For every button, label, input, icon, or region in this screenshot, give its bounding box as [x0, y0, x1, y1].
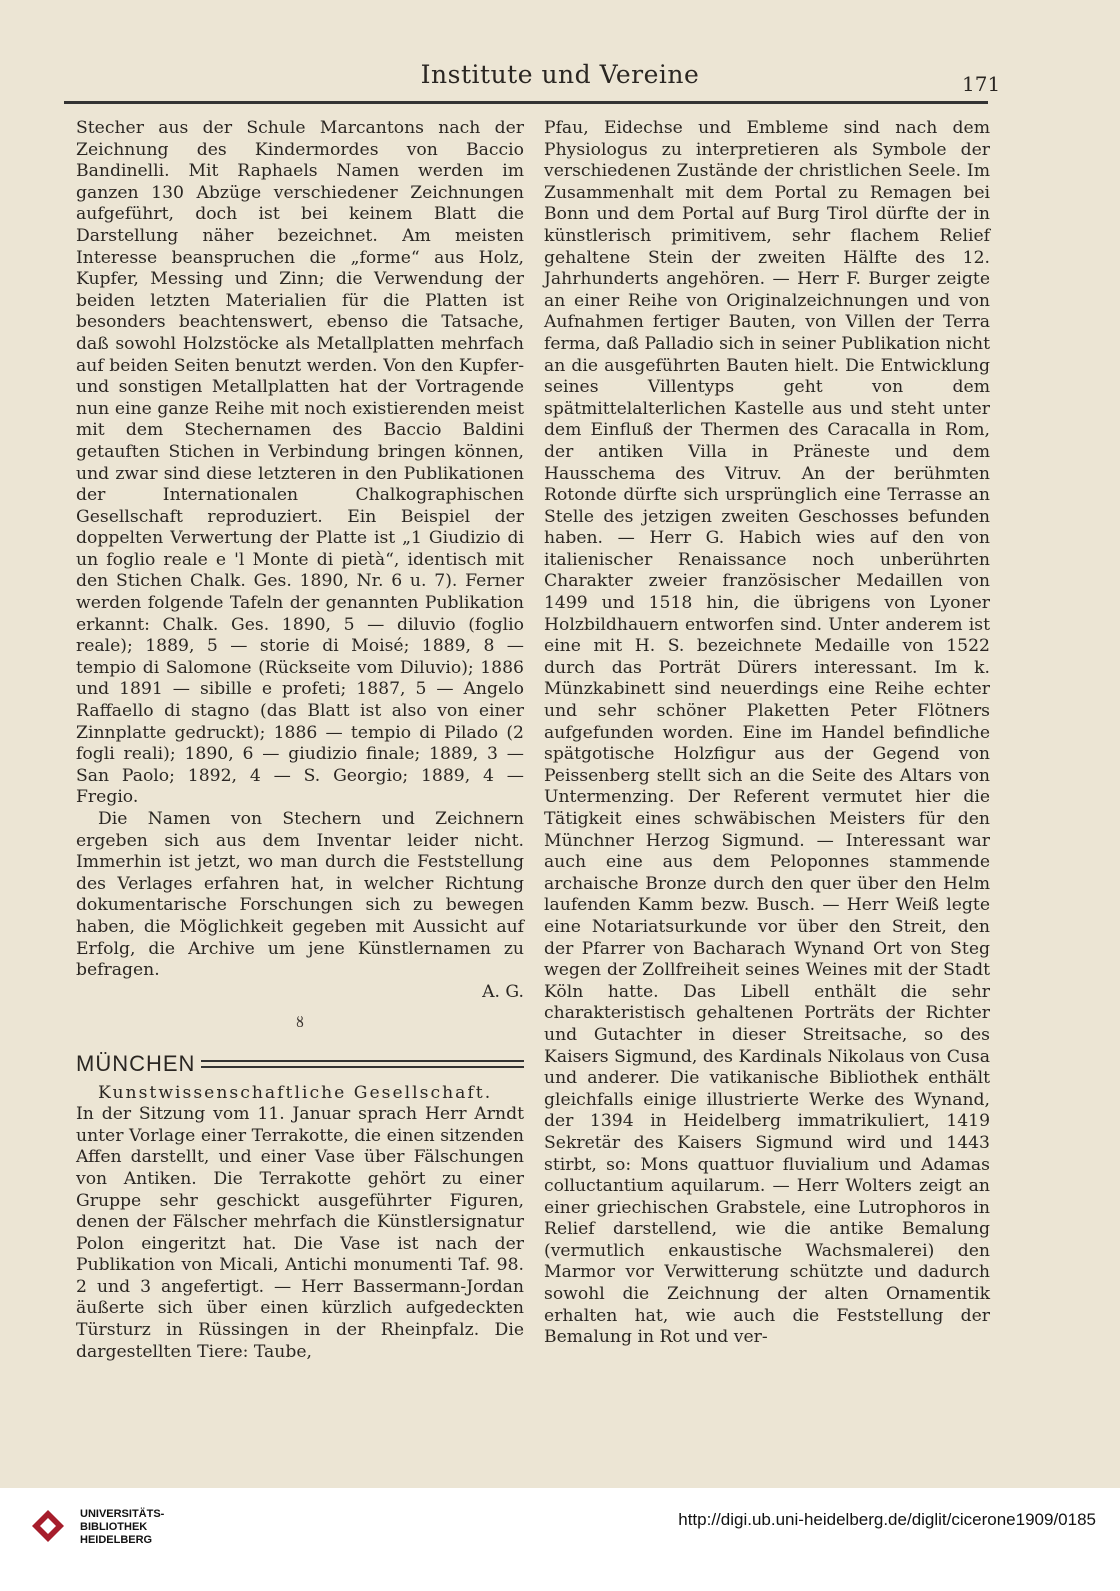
library-name-line-3: HEIDELBERG [80, 1534, 153, 1546]
library-logo-icon [28, 1506, 68, 1546]
library-name-line-1: UNIVERSITÄTS- [80, 1508, 165, 1520]
library-name-line-2: BIBLIOTHEK [80, 1521, 148, 1533]
page-number: 171 [962, 72, 1001, 96]
running-title: Institute und Vereine [420, 60, 700, 89]
left-paragraph-1: Stecher aus der Schule Marcantons nach der Zeichnung des Kindermordes von Baccio Bandinelli. Mit Raphaels Namen werden im ganzen 130 Abzüge verschiedener Zeichnungen aufgeführt, doch ist bei keinem Blatt die Darstellung näher bezeichnet. Am meisten Interesse beanspruchen die „forme“ aus Holz, Kupfer, Messing und Zinn; die Verwendung der beiden letzten Materialien für die Platten ist besonders beachtenswert, ebenso die Tatsache, daß sowohl Holzstöcke als Metallplatten mehrfach auf beiden Seiten benutzt werden. Von den Kupfer- und sonstigen Metallplatten hat der Vortragende nun eine ganze Reihe mit noch existierenden meist mit dem Stechernamen des Baccio Baldini getauften Stichen in Verbindung bringen können, und zwar sind diese letzteren in den Publikationen der Internationalen Chalkographischen Gesellschaft reproduziert. Ein Beispiel der doppelten Verwertung der Platte ist „1 Giudizio di un foglio reale e 'l Monte di pietà“, identisch mit den Stichen Chalk. Ges. 1890, Nr. 6 u. 7). Ferner werden folgende Tafeln der genannten Publikation erkannt: Chalk. Ges. 1890, 5 — diluvio (foglio reale); 1889, 5 — storie di Moisé; 1889, 8 — tempio di Salomone (Rückseite vom Diluvio); 1886 und 1891 — sibille e profeti; 1887, 5 — Angelo Raffaello di stagno (das Blatt ist also von einer Zinnplatte gedruckt); 1886 — tempio di Pilado (2 fogli reali); 1890, 6 — giudizio finale; 1889, 3 — San Paolo; 1892, 4 — S. Georgio; 1889, 4 — Fregio. [76, 118, 524, 808]
permalink-url[interactable]: http://digi.ub.uni-heidelberg.de/diglit/cicerone1909/0185 [678, 1510, 1096, 1529]
section-ornament: ȣ [296, 1015, 304, 1032]
section-heading [76, 1050, 524, 1076]
library-name [80, 1508, 164, 1547]
right-column [544, 118, 990, 1349]
author-signature: A. G. [482, 981, 524, 1002]
society-name: Kunstwissenschaftliche Gesellschaft. [98, 1082, 493, 1103]
library-footer [0, 1488, 1120, 1591]
left-paragraph-3: In der Sitzung vom 11. Januar sprach Herr Arndt unter Vorlage einer Terrakotte, die einen sitzenden Affen darstellt, und einer Vase über Fälschungen von Antiken. Die Terrakotte gehört zu einer Gruppe sehr geschickt ausgeführter Figuren, denen der Fälscher mehrfach die Künstlersignatur Polon eingeritzt hat. Die Vase ist nach der Publikation von Micali, Antichi monumenti Taf. 98. 2 und 3 angefertigt. — Herr Bassermann-Jordan äußerte sich über einen kürzlich aufgedeckten Türsturz in Rüssingen in der Rheinpfalz. Die dargestellten Tiere: Taube, [76, 1104, 524, 1362]
header-rule [64, 101, 988, 104]
left-paragraph-2: Die Namen von Stechern und Zeichnern ergeben sich aus dem Inventar leider nicht. Immerhin ist jetzt, wo man durch die Feststellung des Verlages erfahren hat, in welcher Richtung dokumentarische Forschungen sich zu bewegen haben, die Möglichkeit gegeben mit Aussicht auf Erfolg, die Archive um jene Künstlernamen zu befragen. [76, 809, 524, 981]
right-paragraph-1: Pfau, Eidechse und Embleme sind nach dem Physiologus zu interpretieren als Symbole der verschiedenen Zustände der christlichen Seele. Im Zusammenhalt mit dem Portal zu Remagen bei Bonn und dem Portal auf Burg Tirol dürfte der in künstlerisch primitivem, sehr flachem Relief gehaltene Stein der zweiten Hälfte des 12. Jahrhunderts angehören. — Herr F. Burger zeigte an einer Reihe von Originalzeichnungen und von Aufnahmen fertiger Bauten, von Villen der Terra ferma, daß Palladio sich in seiner Publikation nicht an die ausgeführten Bauten hielt. Die Entwicklung seines Villentyps geht von dem spätmittelalterlichen Kastelle aus und steht unter dem Einfluß der Thermen des Caracalla in Rom, der antiken Villa in Präneste und dem Hausschema des Vitruv. An der berühmten Rotonde dürfte sich ursprünglich eine Terrasse an Stelle des jetzigen zweiten Geschosses befunden haben. — Herr G. Habich wies auf den von italienischer Renaissance noch unberührten Charakter zweier französischer Medaillen von 1499 und 1518 hin, die übrigens von Lyoner Holzbildhauern entworfen sind. Unter anderem ist eine mit H. S. bezeichnete Medaille von 1522 durch das Porträt Dürers interessant. Im k. Münzkabinett sind neuerdings eine Reihe echter und sehr schöner Plaketten Peter Flötners aufgefunden worden. Eine im Handel befindliche spätgotische Holzfigur aus der Gegend von Peissenberg stellt sich an die Seite des Altars von Untermenzing. Der Referent vermutet hier die Tätigkeit eines schwäbischen Meisters für den Münchner Herzog Sigmund. — Interessant war auch eine aus dem Peloponnes stammende archaische Bronze durch den quer über den Helm laufenden Kamm bezw. Busch. — Herr Weiß legte eine Notariatsurkunde vor über den Streit, den der Pfarrer von Bacharach Wynand Ort von Steg wegen der Zollfreiheit seines Weines mit der Stadt Köln hatte. Das Libell enthält die sehr charakteristisch gehaltenen Porträts der Richter und Gutachter in dieser Streitsache, so des Kaisers Sigmund, des Kardinals Nikolaus von Cusa und anderer. Die vatikanische Bibliothek enthält gleichfalls einige illustrierte Werke des Wynand, der 1394 in Heidelberg immatrikuliert, 1419 Sekretär des Kaisers Sigmund wird und 1443 stirbt, so: Mons quattuor fluvialium und Adamas colluctantium aquilarum. — Herr Wolters zeigt an einer griechischen Grabstele, eine Lutrophoros in Relief darstellend, wie die antike Bemalung (vermutlich enkaustische Wachsmalerei) den Marmor vor Verwitterung schützte und dadurch sowohl die Zeichnung der alten Ornamentik erhalten hat, wie auch die Feststellung der Bemalung in Rot und ver- [544, 118, 990, 1348]
left-column [76, 118, 524, 1363]
section-heading-rule [201, 1060, 524, 1068]
section-heading-label: MÜNCHEN [76, 1050, 196, 1076]
